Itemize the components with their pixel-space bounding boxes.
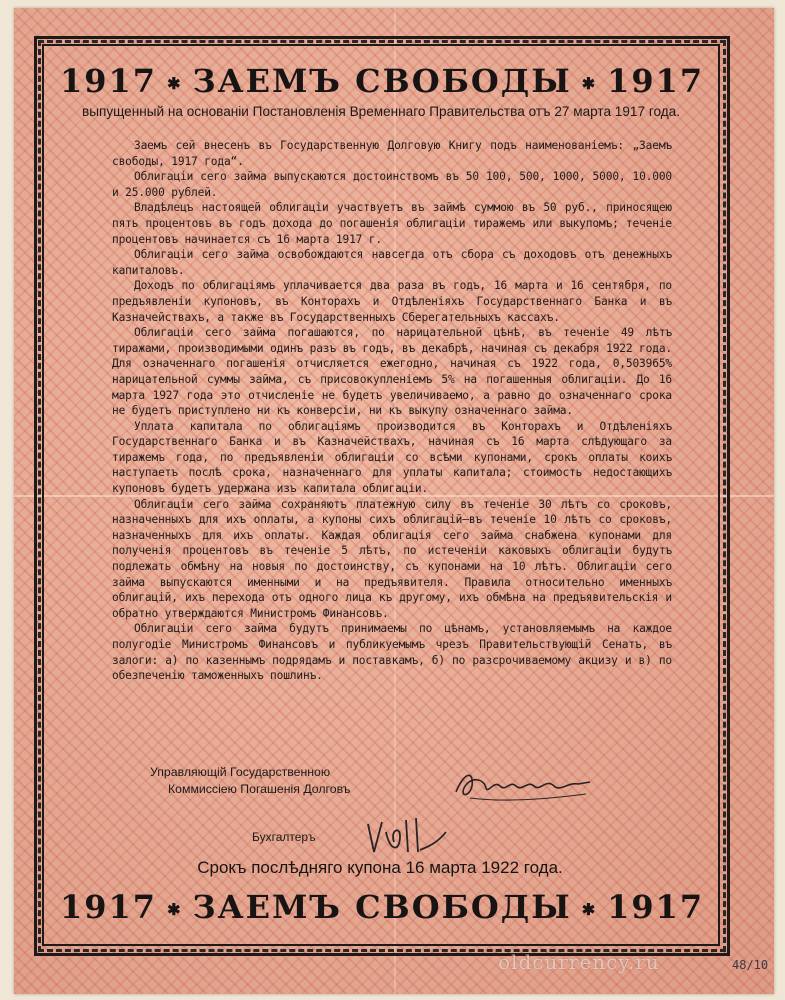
terms-paragraph: Облигаціи сего займа выпускаются достоинствомъ въ 50 100, 500, 1000, 5000, 10.000 и 25.000 рублей. xyxy=(112,170,672,199)
terms-paragraph: Заемъ сей внесенъ въ Государственную Долговую Книгу подъ наименованіемъ: „Заемъ свободы, 1917 года“. xyxy=(112,139,672,168)
accountant-label: Бухгалтеръ xyxy=(252,830,316,844)
terms-paragraph: Владѣлецъ настоящей облигаціи участвуетъ въ займѣ суммою въ 50 руб., приносящею пять процентовъ въ годъ дохода до погашенія облигаціи тиражемъ или выкупомъ; теченіе процентовъ начинается съ 16 марта 1917 г. xyxy=(112,201,672,246)
site-watermark: oldcurrency.ru xyxy=(498,950,660,974)
terms-paragraph: Облигаціи сего займа погашаются, по нарицательной цѣнѣ, въ теченіе 49 лѣтъ тиражами, производимыми одинъ разъ въ годъ, въ декабрѣ, начиная съ декабря 1922 года. Для означеннаго погашенія отчисляется ежегодно, начиная съ 1922 года, 0,503965% нарицательной суммы займа, съ присовокупленіемъ 5% на погашенныя облигаціи. До 16 марта 1927 года это отчисленіе не будетъ увеличиваемо, а равно до означеннаго срока не будетъ приступлено ни къ конверсіи, ни къ выкупу означеннаго займа. xyxy=(112,326,672,418)
signatory-block xyxy=(150,764,450,798)
terms-paragraph: Облигаціи сего займа освобождаются навсегда отъ сбора съ доходовъ отъ денежныхъ капиталовъ. xyxy=(112,248,672,277)
star-ornament-icon: ✱ xyxy=(167,74,183,93)
issued-basis-line: выпущенный на основаніи Постановленія Временнаго Правительства отъ 27 марта 1917 года. xyxy=(81,104,681,119)
year-right: 1917 xyxy=(607,888,705,926)
year-left: 1917 xyxy=(60,888,158,926)
accountant-signature xyxy=(360,812,450,858)
bond-terms-text xyxy=(112,138,672,684)
pencil-note: 48/10 xyxy=(732,958,769,972)
terms-paragraph: Доходъ по облигаціямъ уплачивается два раза въ годъ, 16 марта и 16 сентября, по предъявленіи купоновъ, въ Конторахъ и Отдѣленіяхъ Государственнаго Банка и въ Казначействахъ, а также въ Государственныхъ Сберегательныхъ кассахъ. xyxy=(112,279,672,324)
bond-title-top xyxy=(60,62,705,100)
star-ornament-icon: ✱ xyxy=(581,900,598,919)
terms-paragraph: Облигаціи сего займа сохраняютъ платежную силу въ теченіе 30 лѣтъ со сроковъ, назначенныхъ для ихъ оплаты, а купоны сихъ облигацій—въ теченіе 10 лѣтъ со сроковъ, назначенныхъ для ихъ оплаты. Каждая облигація сего займа снабжена купонами для полученія процентовъ въ теченіе 5 лѣтъ, по истеченіи каковыхъ облигаціи будутъ подлежать обмѣну на новыя по достоинству, съ купонами на 10 лѣтъ. Облигаціи сего займа выпускаются именными и на предъявителя. Правила относительно именныхъ облигацій, ихъ перехода отъ одного лица къ другому, ихъ обмѣна на предъявительскія и обратно утверждаются Министромъ Финансовъ. xyxy=(112,497,672,620)
last-coupon-term: Срокъ послѣдняго купона 16 марта 1922 года. xyxy=(197,858,563,877)
star-ornament-icon: ✱ xyxy=(581,74,598,93)
bond-title-bottom xyxy=(60,888,705,926)
terms-paragraph: Уплата капитала по облигаціямъ производится въ Конторахъ и Отдѣленіяхъ Государственнаго Банка и въ Казначействахъ, начиная съ 16 марта слѣдующаго за тиражемъ года, по предъявленіи облигаціи со всѣми купонами, срокъ оплаты коихъ наступаетъ послѣ срока, назначеннаго для уплаты капитала; стоимость недостающихъ купоновъ будетъ удержана изъ капитала облигаціи. xyxy=(112,419,672,496)
year-right: 1917 xyxy=(607,62,705,100)
signatory-line-1: Управляющій Государственною xyxy=(150,765,331,779)
star-ornament-icon: ✱ xyxy=(167,900,183,919)
signatory-line-2: Коммиссіею Погашенія Долговъ xyxy=(168,782,351,796)
loan-name: ЗАЕМЪ СВОБОДЫ xyxy=(192,888,572,926)
loan-name: ЗАЕМЪ СВОБОДЫ xyxy=(192,62,572,100)
terms-paragraph: Облигаціи сего займа будутъ принимаемы по цѣнамъ, установляемымъ на каждое полугодіе Министромъ Финансовъ и публикуемымъ чрезъ Правительствующій Сенатъ, въ залоги: а) по казеннымъ подрядамъ и поставкамъ, б) по разсрочиваемому акцизу и в) по обезпеченію таможенныхъ пошлинъ. xyxy=(112,622,672,683)
manager-signature xyxy=(450,762,600,808)
year-left: 1917 xyxy=(60,62,158,100)
